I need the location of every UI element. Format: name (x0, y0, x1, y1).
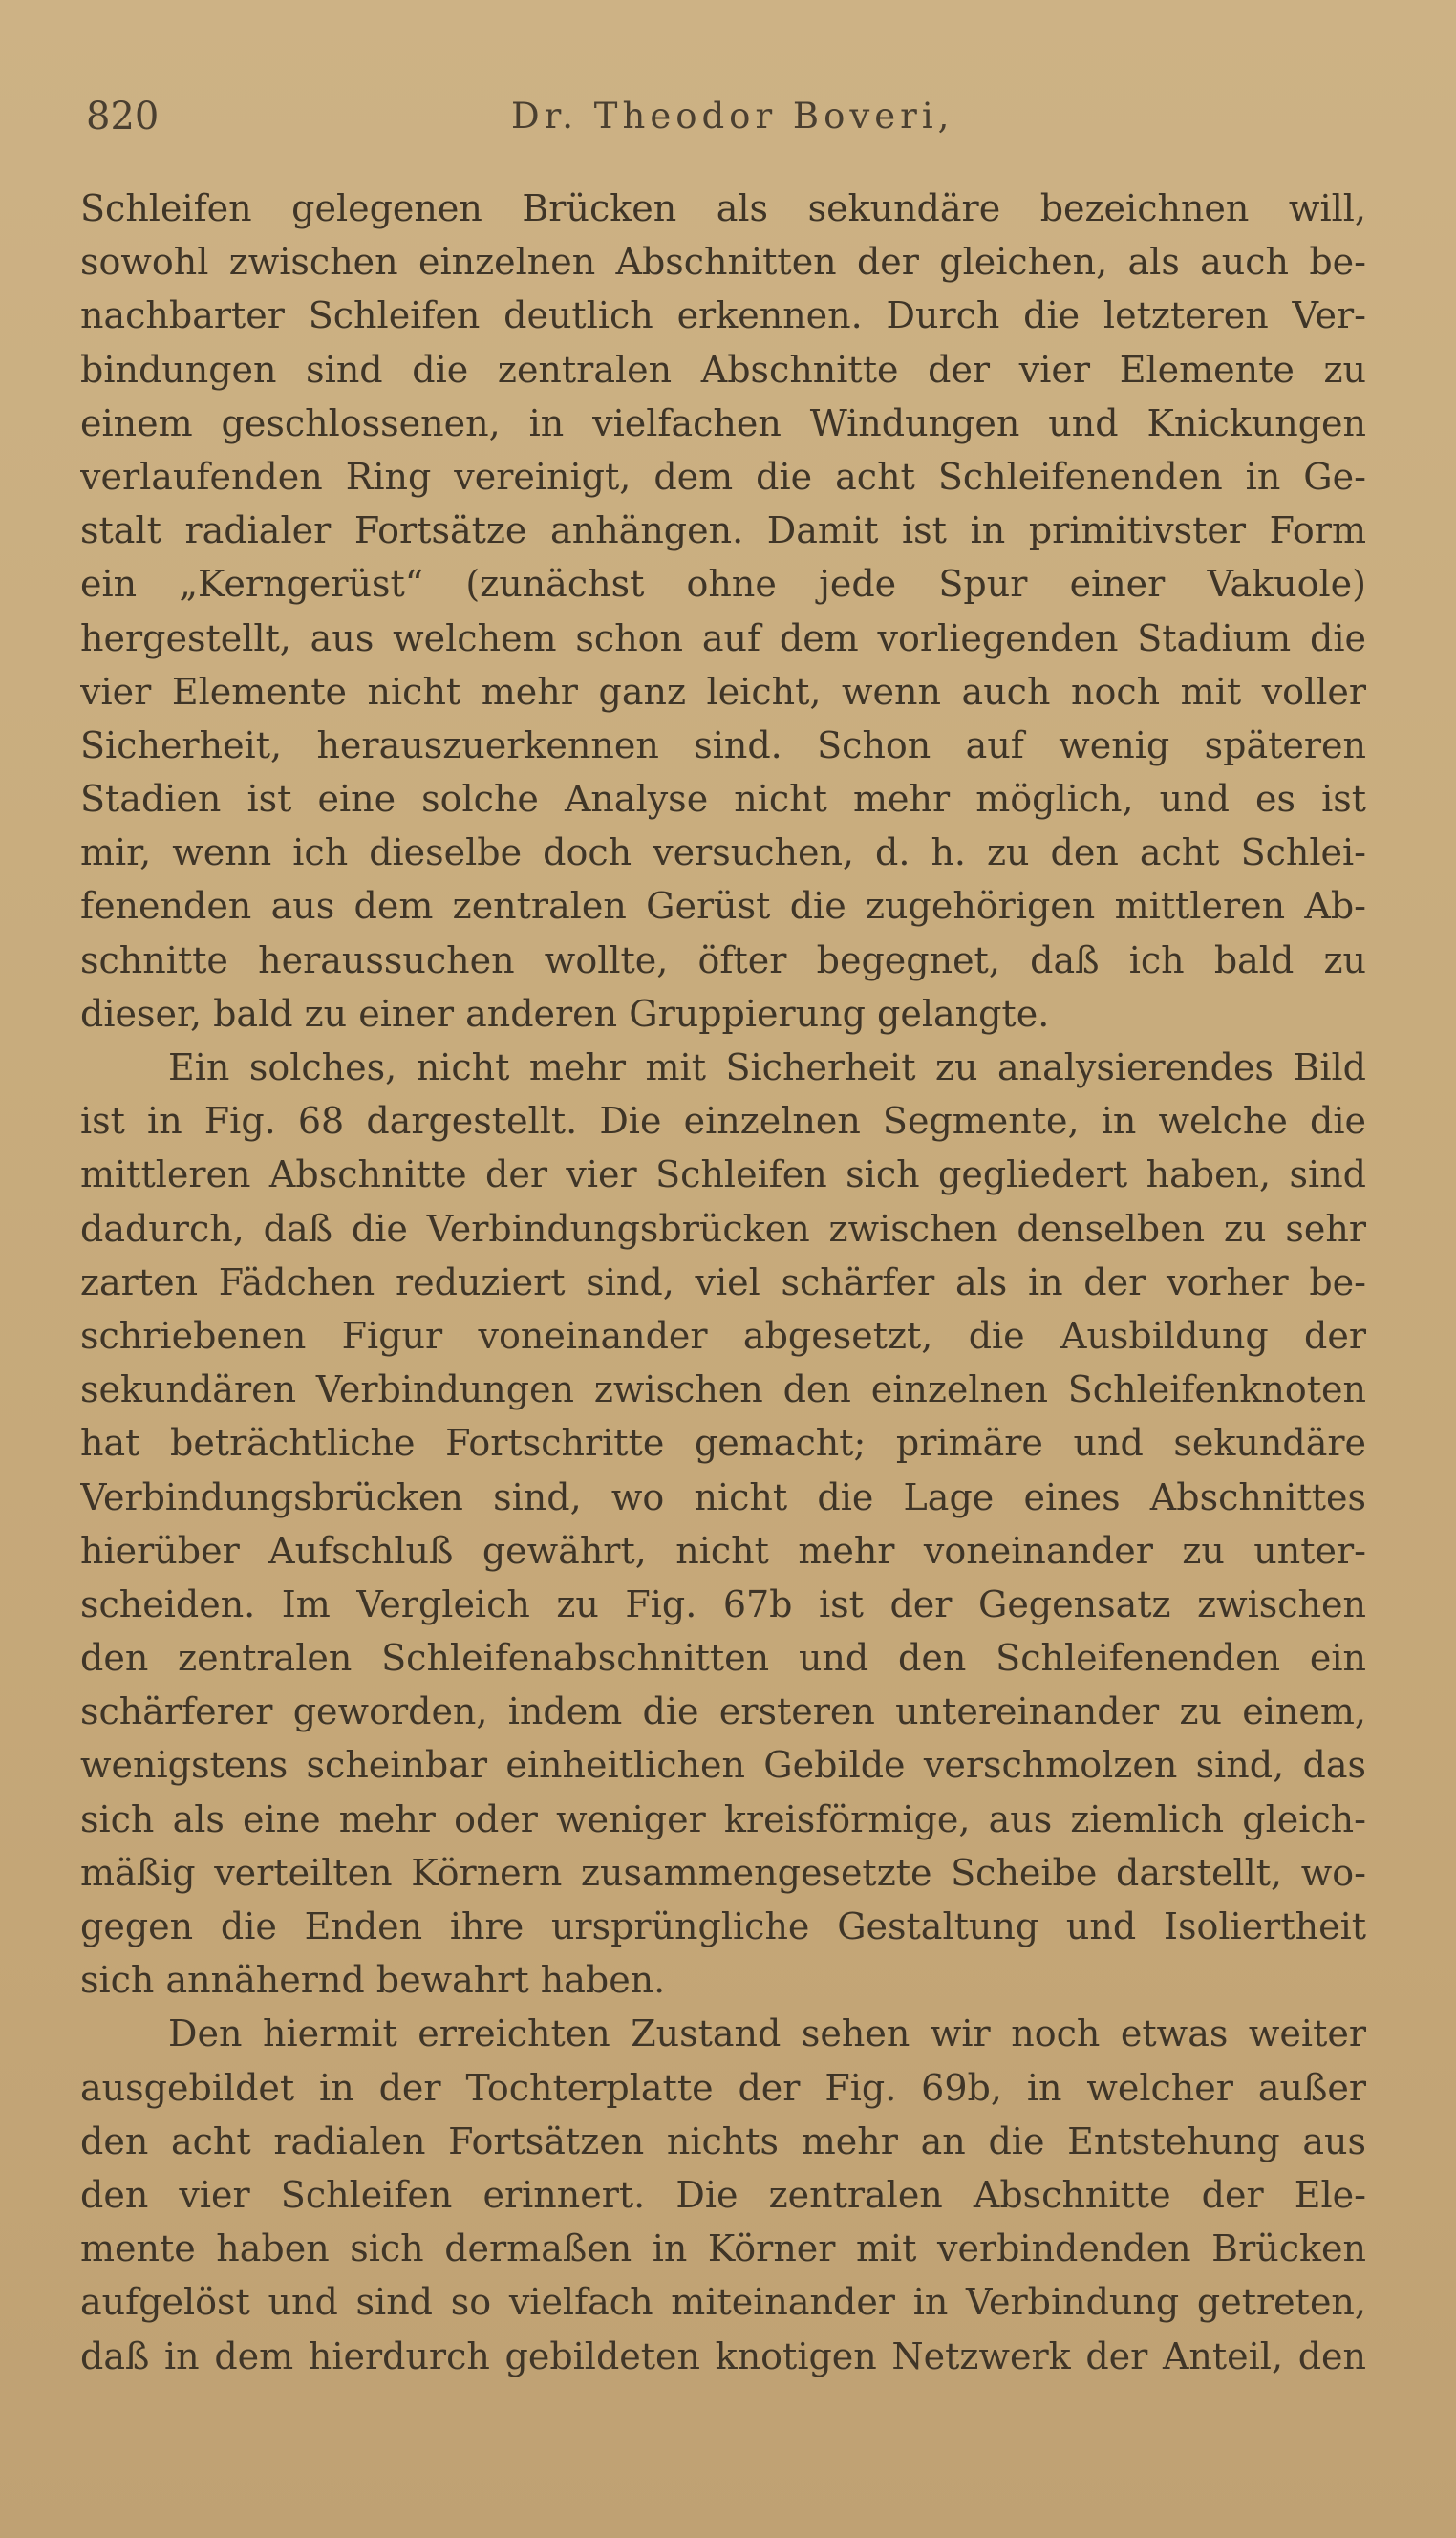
text-line: mäßig verteilten Körnern zusammengesetzte Scheibe darstellt, wo- (80, 1851, 1366, 1894)
text-line: sich annähernd bewahrt haben. (80, 1959, 666, 2002)
text-line: gegen die Enden ihre ursprüngliche Gestaltung und Isoliertheit (80, 1905, 1366, 1947)
text-line: mir, wenn ich dieselbe doch versuchen, d. h. zu den acht Schlei- (80, 831, 1366, 874)
text-line: hierüber Aufschluß gewährt, nicht mehr voneinander zu unter- (80, 1529, 1366, 1572)
text-line: sich als eine mehr oder weniger kreisförmige, aus ziemlich gleich- (80, 1797, 1366, 1840)
text-line: stalt radialer Fortsätze anhängen. Damit ist in primitivster Form (80, 509, 1366, 552)
page-header (0, 88, 1456, 145)
text-line: dieser, bald zu einer anderen Gruppierung gelangte. (80, 992, 1050, 1035)
text-line: Verbindungsbrücken sind, wo nicht die Lage eines Abschnittes (80, 1475, 1366, 1518)
text-line: sekundären Verbindungen zwischen den einzelnen Schleifenknoten (80, 1368, 1366, 1411)
text-line: Den hiermit erreichten Zustand sehen wir noch etwas weiter (168, 2012, 1366, 2055)
text-line: ist in Fig. 68 dargestellt. Die einzelnen Segmente, in welche die (80, 1100, 1366, 1143)
text-line: Sicherheit, herauszuerkennen sind. Schon auf wenig späteren (80, 723, 1366, 766)
text-line: sowohl zwischen einzelnen Abschnitten der gleichen, als auch be- (80, 241, 1366, 284)
text-line: schärferer geworden, indem die ersteren untereinander zu einem, (80, 1690, 1366, 1733)
text-line: ein „Kerngerüst“ (zunächst ohne jede Spur einer Vakuole) (80, 563, 1366, 606)
text-line: den zentralen Schleifenabschnitten und den Schleifenenden ein (80, 1637, 1366, 1680)
text-line: einem geschlossenen, in vielfachen Windungen und Knickungen (80, 401, 1366, 444)
text-line: Schleifen gelegenen Brücken als sekundäre bezeichnen will, (80, 187, 1366, 229)
text-line: fenenden aus dem zentralen Gerüst die zugehörigen mittleren Ab- (80, 885, 1366, 928)
text-line: zarten Fädchen reduziert sind, viel schärfer als in der vorher be- (80, 1260, 1366, 1303)
text-line: Stadien ist eine solche Analyse nicht mehr möglich, und es ist (80, 778, 1366, 821)
page-number: 820 (86, 95, 160, 139)
body-text (80, 182, 1366, 2383)
running-head: Dr. Theodor Boveri, (511, 96, 954, 137)
text-line: ausgebildet in der Tochterplatte der Fig. 69b, in welcher außer (80, 2066, 1366, 2109)
text-line: vier Elemente nicht mehr ganz leicht, wenn auch noch mit voller (80, 670, 1366, 713)
text-line: Ein solches, nicht mehr mit Sicherheit zu analysierendes Bild (168, 1046, 1366, 1088)
text-line: mente haben sich dermaßen in Körner mit verbindenden Brücken (80, 2227, 1366, 2270)
text-line: daß in dem hierdurch gebildeten knotigen Netzwerk der Anteil, den (80, 2334, 1366, 2377)
text-line: den vier Schleifen erinnert. Die zentralen Abschnitte der Ele- (80, 2173, 1366, 2216)
text-line: nachbarter Schleifen deutlich erkennen. Durch die letzteren Ver- (80, 294, 1366, 337)
text-line: bindungen sind die zentralen Abschnitte der vier Elemente zu (80, 348, 1366, 391)
text-line: aufgelöst und sind so vielfach miteinander in Verbindung getreten, (80, 2281, 1366, 2324)
text-line: dadurch, daß die Verbindungsbrücken zwischen denselben zu sehr (80, 1207, 1366, 1250)
text-line: scheiden. Im Vergleich zu Fig. 67b ist der Gegensatz zwischen (80, 1582, 1366, 1625)
text-line: schriebenen Figur voneinander abgesetzt, die Ausbildung der (80, 1314, 1366, 1357)
text-line: schnitte heraussuchen wollte, öfter begegnet, daß ich bald zu (80, 938, 1366, 981)
text-line: hergestellt, aus welchem schon auf dem vorliegenden Stadium die (80, 616, 1366, 659)
text-line: den acht radialen Fortsätzen nichts mehr an die Entstehung aus (80, 2119, 1366, 2162)
text-line: verlaufenden Ring vereinigt, dem die acht Schleifenenden in Ge- (80, 455, 1366, 498)
text-line: wenigstens scheinbar einheitlichen Gebilde verschmolzen sind, das (80, 1744, 1366, 1787)
text-line: hat beträchtliche Fortschritte gemacht; primäre und sekundäre (80, 1422, 1366, 1465)
text-line: mittleren Abschnitte der vier Schleifen sich gegliedert haben, sind (80, 1153, 1366, 1196)
